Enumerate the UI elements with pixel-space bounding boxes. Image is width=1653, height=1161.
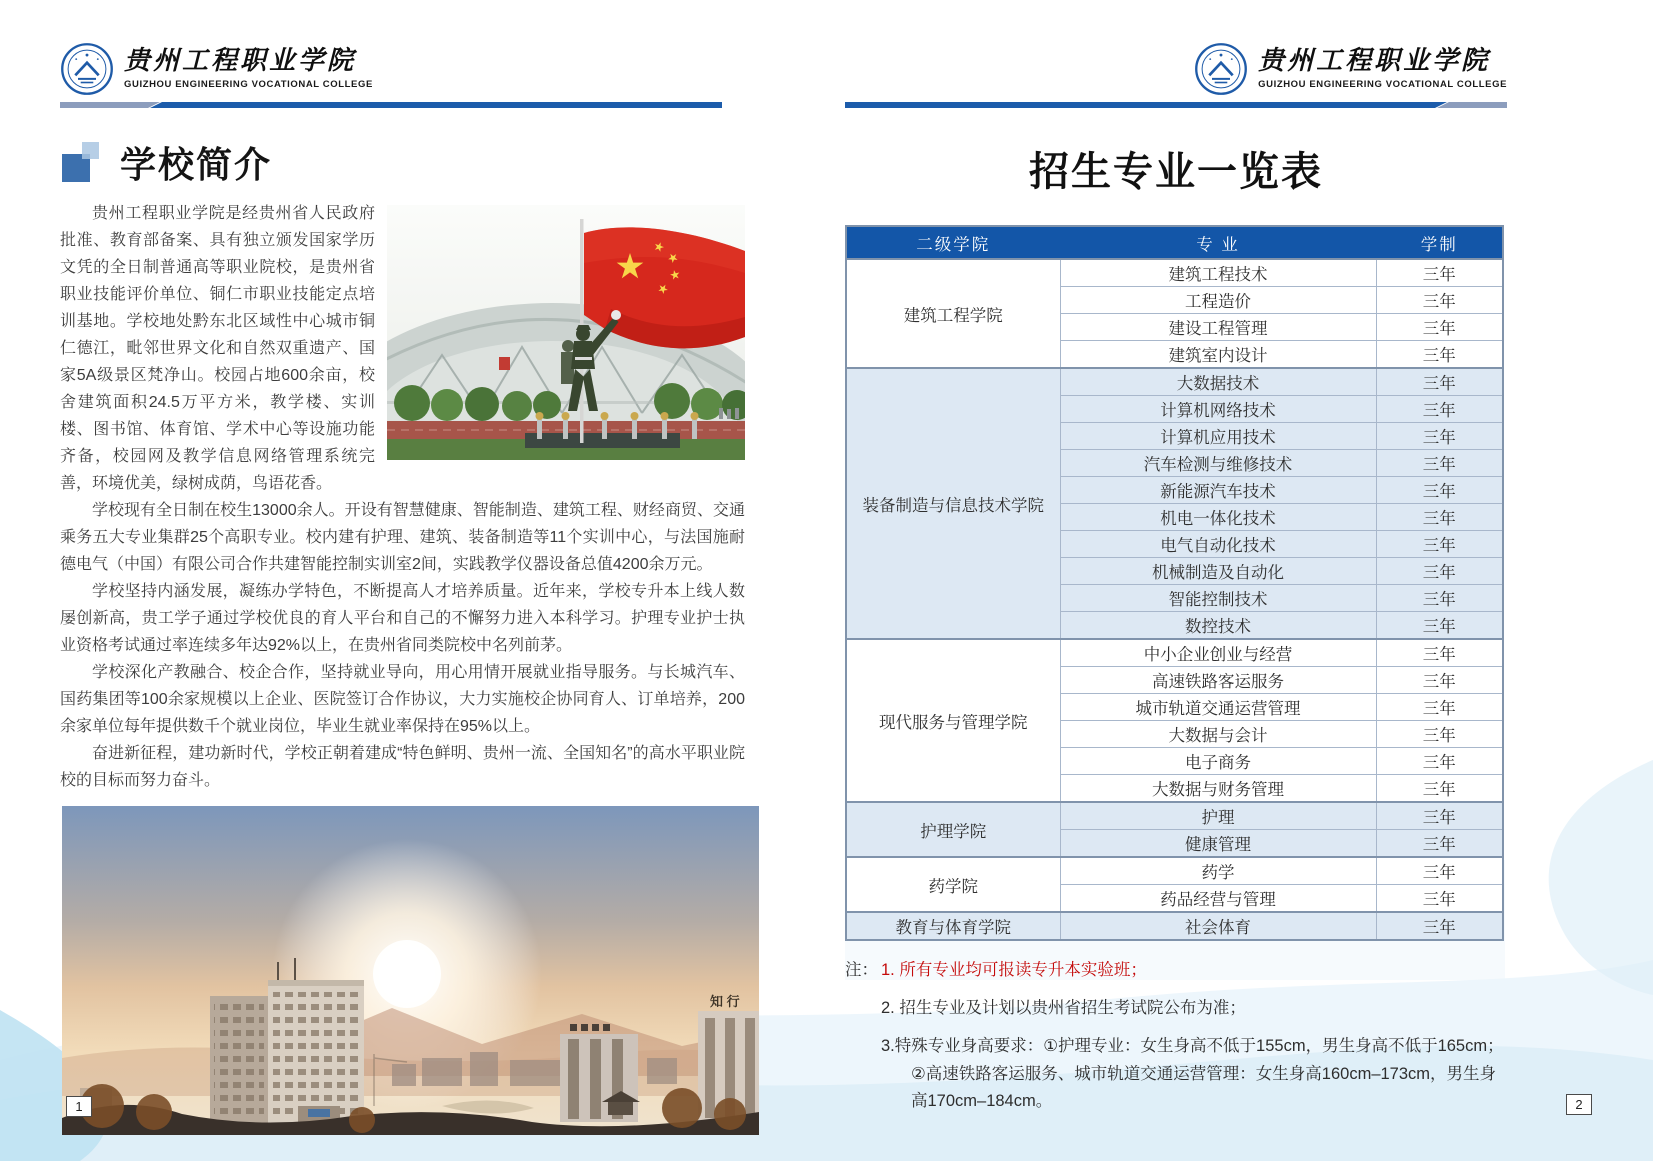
duration-cell: 三年	[1376, 314, 1503, 341]
note-item-1: 1. 所有专业均可报读专升本实验班；	[881, 961, 1147, 979]
major-name-cell: 健康管理	[1060, 830, 1376, 858]
major-row	[846, 639, 1503, 667]
college-emblem-logo	[60, 42, 114, 96]
intro-paragraph-2: 学校现有全日制在校生13000余人。开设有智慧健康、智能制造、建筑工程、财经商贸、交通乘务五大专业集群25个高职专业。校内建有护理、建筑、装备制造等11个实训中心，与法国施耐德电气（中国）有限公司合作共建智能控制实训室2间，实践教学仪器设备总值4200余万元。	[60, 502, 745, 573]
duration-cell: 三年	[1376, 558, 1503, 585]
duration-cell: 三年	[1376, 477, 1503, 504]
note-item-2: 2. 招生专业及计划以贵州省招生考试院公布为准；	[881, 999, 1246, 1018]
title-squares-icon	[60, 140, 108, 184]
table-header-row	[846, 226, 1503, 259]
college-name-cell: 建筑工程学院	[846, 259, 1060, 368]
duration-cell: 三年	[1376, 259, 1503, 287]
page-title-left: 学校简介	[120, 143, 273, 185]
campus-sunset-photo	[62, 806, 759, 1135]
major-name-cell: 计算机网络技术	[1060, 396, 1376, 423]
header-rule-left	[60, 102, 722, 108]
brand-header-right	[845, 40, 1507, 98]
page-number-left: 1	[66, 1096, 92, 1117]
duration-cell: 三年	[1376, 531, 1503, 558]
major-name-cell: 汽车检测与维修技术	[1060, 450, 1376, 477]
major-name-cell: 城市轨道交通运营管理	[1060, 694, 1376, 721]
college-name-cell: 护理学院	[846, 802, 1060, 857]
major-name-cell: 药品经营与管理	[1060, 885, 1376, 913]
major-name-cell: 大数据技术	[1060, 368, 1376, 396]
major-row	[846, 259, 1503, 287]
duration-cell: 三年	[1376, 396, 1503, 423]
major-name-cell: 计算机应用技术	[1060, 423, 1376, 450]
college-name-zh: 贵州工程职业学院	[124, 46, 357, 77]
duration-cell: 三年	[1376, 504, 1503, 531]
intro-paragraph-3: 学校坚持内涵发展，凝练办学特色，不断提高人才培养质量。近年来，学校专升本上线人数屡创新高，贵工学子通过学校优良的育人平台和自己的不懈努力进入本科学习。护理专业护士执业资格考试通过率连续多年达92%以上，在贵州省同类院校中名列前茅。	[60, 583, 745, 654]
duration-cell: 三年	[1376, 775, 1503, 803]
duration-cell: 三年	[1376, 885, 1503, 913]
major-name-cell: 护理	[1060, 802, 1376, 830]
major-row	[846, 368, 1503, 396]
brand-text	[124, 48, 373, 89]
duration-cell: 三年	[1376, 341, 1503, 369]
duration-cell: 三年	[1376, 585, 1503, 612]
college-name-cell: 药学院	[846, 857, 1060, 912]
duration-cell: 三年	[1376, 667, 1503, 694]
duration-cell: 三年	[1376, 857, 1503, 885]
majors-table-body	[846, 259, 1503, 940]
svg-text:知 行: 知 行	[710, 994, 740, 1009]
notes-label: 注：	[845, 961, 878, 979]
major-name-cell: 建筑室内设计	[1060, 341, 1376, 369]
major-name-cell: 建设工程管理	[1060, 314, 1376, 341]
col-header-duration: 学制	[1376, 226, 1503, 259]
intro-paragraph-1: 贵州工程职业学院是经贵州省人民政府批准、教育部备案、具有独立颁发国家学历文凭的全日制普通高等职业院校，是贵州省职业技能评价单位、铜仁市职业技能定点培训基地。学校地处黔东北区域性中心城市铜仁德江，毗邻世界文化和自然双重遗产、国家5A级景区梵净山。校园占地600余亩，校舍建筑面积24.5万平方米，教学楼、实训楼、图书馆、体育馆、学术中心等设施功能齐备，校园网及教学信息网络管理系统完善，环境优美，绿树成荫，鸟语花香。	[60, 205, 375, 492]
duration-cell: 三年	[1376, 748, 1503, 775]
intro-paragraph-5: 奋进新征程，建功新时代，学校正朝着建成“特色鲜明、贵州一流、全国知名”的高水平职业院校的目标而努力奋斗。	[60, 745, 745, 789]
duration-cell: 三年	[1376, 802, 1503, 830]
duration-cell: 三年	[1376, 423, 1503, 450]
major-name-cell: 药学	[1060, 857, 1376, 885]
major-name-cell: 大数据与会计	[1060, 721, 1376, 748]
duration-cell: 三年	[1376, 612, 1503, 640]
major-name-cell: 建筑工程技术	[1060, 259, 1376, 287]
duration-cell: 三年	[1376, 694, 1503, 721]
duration-cell: 三年	[1376, 830, 1503, 858]
major-row	[846, 912, 1503, 940]
major-name-cell: 中小企业创业与经营	[1060, 639, 1376, 667]
intro-paragraph-4: 学校深化产教融合、校企合作，坚持就业导向，用心用情开展就业指导服务。与长城汽车、国药集团等100余家规模以上企业、医院签订合作协议，大力实施校企协同育人、订单培养，200余家单位每年提供数千个就业岗位，毕业生就业率保持在95%以上。	[60, 664, 745, 735]
college-name-cell: 教育与体育学院	[846, 912, 1060, 940]
header-rule-right	[845, 102, 1507, 108]
major-name-cell: 智能控制技术	[1060, 585, 1376, 612]
major-name-cell: 社会体育	[1060, 912, 1376, 940]
majors-table	[845, 225, 1504, 941]
college-name-en: GUIZHOU ENGINEERING VOCATIONAL COLLEGE	[124, 78, 373, 90]
duration-cell: 三年	[1376, 287, 1503, 314]
major-name-cell: 机电一体化技术	[1060, 504, 1376, 531]
duration-cell: 三年	[1376, 450, 1503, 477]
col-header-college: 二级学院	[846, 226, 1060, 259]
major-name-cell: 电子商务	[1060, 748, 1376, 775]
section-title-row	[60, 138, 722, 186]
college-name-cell: 现代服务与管理学院	[846, 639, 1060, 802]
page-number-right: 2	[1566, 1094, 1592, 1115]
major-name-cell: 数控技术	[1060, 612, 1376, 640]
intro-article	[60, 200, 745, 794]
page-title-right: 招生专业一览表	[1029, 150, 1323, 194]
duration-cell: 三年	[1376, 912, 1503, 940]
note-item-3: 3.特殊专业身高要求：①护理专业：女生身高不低于155cm，男生身高不低于165cm；②高速铁路客运服务、城市轨道交通运营管理：女生身高160cm–173cm，男生身高170cm–184cm。	[881, 1037, 1504, 1110]
brand-text	[1258, 48, 1507, 89]
major-row	[846, 802, 1503, 830]
page-right	[845, 40, 1507, 1126]
flag-ceremony-photo	[387, 205, 745, 460]
college-name-zh: 贵州工程职业学院	[1258, 46, 1491, 77]
major-name-cell: 大数据与财务管理	[1060, 775, 1376, 803]
college-name-en: GUIZHOU ENGINEERING VOCATIONAL COLLEGE	[1258, 78, 1507, 90]
major-name-cell: 高速铁路客运服务	[1060, 667, 1376, 694]
college-name-cell: 装备制造与信息技术学院	[846, 368, 1060, 639]
duration-cell: 三年	[1376, 721, 1503, 748]
duration-cell: 三年	[1376, 639, 1503, 667]
brand-header-left	[60, 40, 722, 98]
duration-cell: 三年	[1376, 368, 1503, 396]
page-left	[60, 40, 745, 1135]
major-row	[846, 857, 1503, 885]
major-name-cell: 电气自动化技术	[1060, 531, 1376, 558]
college-emblem-logo	[1194, 42, 1248, 96]
major-name-cell: 新能源汽车技术	[1060, 477, 1376, 504]
notes-block	[845, 957, 1505, 1126]
notes-items	[881, 957, 1505, 1126]
major-name-cell: 机械制造及自动化	[1060, 558, 1376, 585]
major-name-cell: 工程造价	[1060, 287, 1376, 314]
col-header-major: 专 业	[1060, 226, 1376, 259]
